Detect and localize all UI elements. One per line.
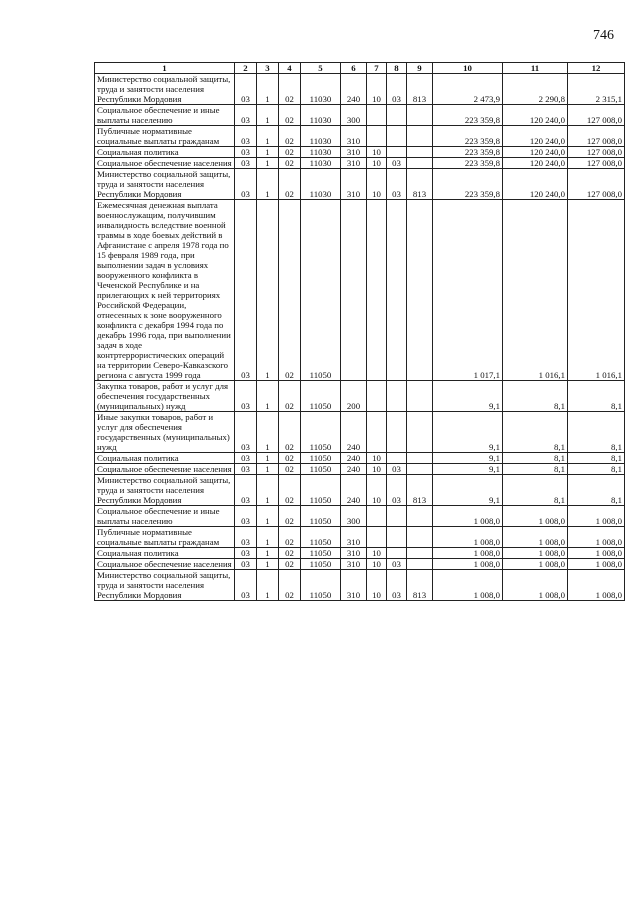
code-cell: 813 bbox=[407, 570, 433, 601]
header-cell: 11 bbox=[503, 63, 568, 74]
code-cell bbox=[367, 105, 387, 126]
amount-cell: 1 008,0 bbox=[503, 548, 568, 559]
table-row bbox=[95, 126, 625, 147]
row-label: Публичные нормативные социальные выплаты гражданам bbox=[95, 527, 235, 548]
row-label: Министерство социальной защиты, труда и занятости населения Республики Мордовия bbox=[95, 475, 235, 506]
code-cell bbox=[387, 126, 407, 147]
code-cell: 11050 bbox=[301, 475, 341, 506]
code-cell: 02 bbox=[279, 381, 301, 412]
code-cell: 03 bbox=[235, 105, 257, 126]
code-cell: 03 bbox=[235, 570, 257, 601]
header-cell: 7 bbox=[367, 63, 387, 74]
code-cell: 310 bbox=[341, 548, 367, 559]
table-row bbox=[95, 147, 625, 158]
code-cell: 300 bbox=[341, 105, 367, 126]
code-cell: 200 bbox=[341, 381, 367, 412]
header-cell: 10 bbox=[433, 63, 503, 74]
code-cell: 11030 bbox=[301, 158, 341, 169]
code-cell: 310 bbox=[341, 527, 367, 548]
code-cell: 1 bbox=[257, 169, 279, 200]
page-number: 746 bbox=[593, 28, 614, 43]
code-cell bbox=[407, 381, 433, 412]
code-cell: 310 bbox=[341, 570, 367, 601]
amount-cell: 8,1 bbox=[503, 475, 568, 506]
code-cell: 1 bbox=[257, 381, 279, 412]
code-cell bbox=[367, 126, 387, 147]
code-cell bbox=[387, 412, 407, 453]
row-label: Министерство социальной защиты, труда и занятости населения Республики Мордовия bbox=[95, 169, 235, 200]
code-cell bbox=[407, 559, 433, 570]
row-label: Закупка товаров, работ и услуг для обеспечения государственных (муниципальных) нужд bbox=[95, 381, 235, 412]
amount-cell: 120 240,0 bbox=[503, 169, 568, 200]
amount-cell: 1 008,0 bbox=[433, 548, 503, 559]
table-row bbox=[95, 559, 625, 570]
table-row bbox=[95, 158, 625, 169]
code-cell: 1 bbox=[257, 200, 279, 381]
code-cell bbox=[407, 548, 433, 559]
code-cell: 10 bbox=[367, 570, 387, 601]
table-body bbox=[95, 74, 625, 601]
header-cell: 4 bbox=[279, 63, 301, 74]
code-cell: 11050 bbox=[301, 200, 341, 381]
code-cell: 10 bbox=[367, 548, 387, 559]
header-cell: 1 bbox=[95, 63, 235, 74]
code-cell: 11050 bbox=[301, 381, 341, 412]
code-cell bbox=[407, 200, 433, 381]
amount-cell: 1 008,0 bbox=[503, 506, 568, 527]
code-cell: 11030 bbox=[301, 126, 341, 147]
amount-cell: 8,1 bbox=[568, 475, 625, 506]
row-label: Социальное обеспечение населения bbox=[95, 464, 235, 475]
budget-table bbox=[94, 62, 625, 601]
amount-cell: 2 315,1 bbox=[568, 74, 625, 105]
code-cell: 03 bbox=[235, 381, 257, 412]
code-cell bbox=[407, 464, 433, 475]
code-cell bbox=[407, 105, 433, 126]
code-cell: 1 bbox=[257, 147, 279, 158]
code-cell: 11030 bbox=[301, 74, 341, 105]
code-cell: 10 bbox=[367, 559, 387, 570]
code-cell: 02 bbox=[279, 475, 301, 506]
code-cell bbox=[367, 412, 387, 453]
amount-cell: 8,1 bbox=[568, 381, 625, 412]
amount-cell: 1 008,0 bbox=[568, 559, 625, 570]
code-cell bbox=[407, 527, 433, 548]
header-cell: 9 bbox=[407, 63, 433, 74]
code-cell bbox=[387, 506, 407, 527]
code-cell: 02 bbox=[279, 200, 301, 381]
amount-cell: 223 359,8 bbox=[433, 105, 503, 126]
amount-cell: 127 008,0 bbox=[568, 158, 625, 169]
table-row bbox=[95, 105, 625, 126]
code-cell bbox=[367, 527, 387, 548]
table-row bbox=[95, 464, 625, 475]
code-cell: 1 bbox=[257, 559, 279, 570]
code-cell: 813 bbox=[407, 169, 433, 200]
code-cell: 02 bbox=[279, 126, 301, 147]
code-cell: 310 bbox=[341, 169, 367, 200]
code-cell: 02 bbox=[279, 147, 301, 158]
amount-cell: 8,1 bbox=[503, 412, 568, 453]
code-cell: 1 bbox=[257, 74, 279, 105]
code-cell: 310 bbox=[341, 147, 367, 158]
code-cell: 10 bbox=[367, 147, 387, 158]
code-cell bbox=[407, 506, 433, 527]
amount-cell: 1 008,0 bbox=[433, 570, 503, 601]
code-cell: 310 bbox=[341, 126, 367, 147]
header-cell: 6 bbox=[341, 63, 367, 74]
amount-cell: 1 008,0 bbox=[503, 570, 568, 601]
code-cell bbox=[407, 158, 433, 169]
header-cell: 5 bbox=[301, 63, 341, 74]
code-cell: 11050 bbox=[301, 453, 341, 464]
code-cell bbox=[387, 453, 407, 464]
row-label: Ежемесячная денежная выплата военнослужащим, получившим инвалидность вследствие военной травмы в ходе боевых действий в Афганистане с апреля 1978 года по 15 февраля 1989 года, при выполнении задач в условиях вооруженного конфликта в Чеченской Республике и на прилегающих к ней территориях Российской Федерации, отнесенных к зоне вооруженного конфликта с декабря 1994 года по декабрь 1996 года, при выполнении задач в ходе контртеррористических операций на территории Северо-Кавказского региона с августа 1999 года bbox=[95, 200, 235, 381]
amount-cell: 8,1 bbox=[568, 412, 625, 453]
amount-cell: 1 008,0 bbox=[568, 548, 625, 559]
table-row bbox=[95, 527, 625, 548]
code-cell: 03 bbox=[235, 559, 257, 570]
code-cell: 11050 bbox=[301, 506, 341, 527]
amount-cell: 8,1 bbox=[568, 453, 625, 464]
code-cell: 1 bbox=[257, 506, 279, 527]
code-cell: 03 bbox=[235, 464, 257, 475]
code-cell: 03 bbox=[387, 475, 407, 506]
code-cell: 02 bbox=[279, 570, 301, 601]
header-cell: 8 bbox=[387, 63, 407, 74]
amount-cell: 120 240,0 bbox=[503, 126, 568, 147]
code-cell bbox=[341, 200, 367, 381]
table-row bbox=[95, 169, 625, 200]
code-cell: 03 bbox=[235, 147, 257, 158]
table-row bbox=[95, 548, 625, 559]
table-row bbox=[95, 570, 625, 601]
amount-cell: 9,1 bbox=[433, 453, 503, 464]
amount-cell: 1 008,0 bbox=[503, 559, 568, 570]
code-cell: 1 bbox=[257, 548, 279, 559]
code-cell: 1 bbox=[257, 527, 279, 548]
row-label: Социальное обеспечение населения bbox=[95, 158, 235, 169]
code-cell: 03 bbox=[235, 126, 257, 147]
code-cell: 11030 bbox=[301, 105, 341, 126]
code-cell: 03 bbox=[387, 74, 407, 105]
row-label: Иные закупки товаров, работ и услуг для обеспечения государственных (муниципальных) нужд bbox=[95, 412, 235, 453]
code-cell: 11030 bbox=[301, 147, 341, 158]
amount-cell: 8,1 bbox=[503, 381, 568, 412]
amount-cell: 223 359,8 bbox=[433, 169, 503, 200]
table-row bbox=[95, 506, 625, 527]
code-cell: 02 bbox=[279, 559, 301, 570]
code-cell bbox=[367, 381, 387, 412]
code-cell: 03 bbox=[235, 74, 257, 105]
code-cell: 03 bbox=[387, 464, 407, 475]
code-cell: 240 bbox=[341, 475, 367, 506]
code-cell bbox=[387, 381, 407, 412]
amount-cell: 223 359,8 bbox=[433, 147, 503, 158]
table-row bbox=[95, 475, 625, 506]
code-cell: 03 bbox=[235, 548, 257, 559]
code-cell: 10 bbox=[367, 475, 387, 506]
code-cell bbox=[387, 105, 407, 126]
code-cell: 310 bbox=[341, 559, 367, 570]
code-cell bbox=[407, 412, 433, 453]
amount-cell: 8,1 bbox=[503, 453, 568, 464]
code-cell: 1 bbox=[257, 453, 279, 464]
code-cell: 02 bbox=[279, 74, 301, 105]
table-row bbox=[95, 200, 625, 381]
code-cell: 03 bbox=[235, 506, 257, 527]
amount-cell: 127 008,0 bbox=[568, 105, 625, 126]
amount-cell: 1 008,0 bbox=[433, 527, 503, 548]
code-cell: 03 bbox=[235, 475, 257, 506]
amount-cell: 127 008,0 bbox=[568, 147, 625, 158]
header-row bbox=[95, 63, 625, 74]
code-cell bbox=[387, 548, 407, 559]
code-cell: 11050 bbox=[301, 559, 341, 570]
code-cell: 1 bbox=[257, 464, 279, 475]
code-cell: 02 bbox=[279, 158, 301, 169]
header-cell: 2 bbox=[235, 63, 257, 74]
code-cell: 11050 bbox=[301, 527, 341, 548]
code-cell: 03 bbox=[387, 570, 407, 601]
code-cell: 02 bbox=[279, 412, 301, 453]
code-cell: 02 bbox=[279, 527, 301, 548]
code-cell: 10 bbox=[367, 74, 387, 105]
code-cell: 03 bbox=[235, 200, 257, 381]
code-cell: 10 bbox=[367, 158, 387, 169]
amount-cell: 8,1 bbox=[503, 464, 568, 475]
code-cell: 02 bbox=[279, 464, 301, 475]
code-cell: 11050 bbox=[301, 412, 341, 453]
code-cell bbox=[387, 527, 407, 548]
header-cell: 3 bbox=[257, 63, 279, 74]
amount-cell: 120 240,0 bbox=[503, 158, 568, 169]
code-cell: 240 bbox=[341, 464, 367, 475]
code-cell: 03 bbox=[387, 559, 407, 570]
code-cell: 11030 bbox=[301, 169, 341, 200]
code-cell: 813 bbox=[407, 475, 433, 506]
amount-cell: 9,1 bbox=[433, 464, 503, 475]
row-label: Социальная политика bbox=[95, 548, 235, 559]
amount-cell: 1 016,1 bbox=[503, 200, 568, 381]
code-cell bbox=[407, 453, 433, 464]
amount-cell: 1 008,0 bbox=[503, 527, 568, 548]
code-cell: 10 bbox=[367, 464, 387, 475]
code-cell: 03 bbox=[235, 169, 257, 200]
amount-cell: 1 008,0 bbox=[568, 506, 625, 527]
amount-cell: 8,1 bbox=[568, 464, 625, 475]
amount-cell: 9,1 bbox=[433, 381, 503, 412]
code-cell: 10 bbox=[367, 169, 387, 200]
table-row bbox=[95, 453, 625, 464]
amount-cell: 1 008,0 bbox=[568, 570, 625, 601]
code-cell: 10 bbox=[367, 453, 387, 464]
header-cell: 12 bbox=[568, 63, 625, 74]
code-cell: 03 bbox=[387, 158, 407, 169]
amount-cell: 1 008,0 bbox=[433, 559, 503, 570]
code-cell: 240 bbox=[341, 412, 367, 453]
code-cell bbox=[367, 200, 387, 381]
code-cell: 1 bbox=[257, 475, 279, 506]
row-label: Социальное обеспечение и иные выплаты населению bbox=[95, 105, 235, 126]
code-cell: 813 bbox=[407, 74, 433, 105]
code-cell bbox=[407, 147, 433, 158]
code-cell: 1 bbox=[257, 570, 279, 601]
code-cell: 1 bbox=[257, 105, 279, 126]
row-label: Министерство социальной защиты, труда и занятости населения Республики Мордовия bbox=[95, 570, 235, 601]
code-cell: 03 bbox=[387, 169, 407, 200]
code-cell: 11050 bbox=[301, 464, 341, 475]
code-cell: 1 bbox=[257, 158, 279, 169]
code-cell: 11050 bbox=[301, 570, 341, 601]
code-cell: 03 bbox=[235, 158, 257, 169]
row-label: Министерство социальной защиты, труда и занятости населения Республики Мордовия bbox=[95, 74, 235, 105]
amount-cell: 223 359,8 bbox=[433, 158, 503, 169]
code-cell: 02 bbox=[279, 548, 301, 559]
code-cell bbox=[407, 126, 433, 147]
amount-cell: 2 290,8 bbox=[503, 74, 568, 105]
table-row bbox=[95, 412, 625, 453]
amount-cell: 223 359,8 bbox=[433, 126, 503, 147]
code-cell: 03 bbox=[235, 453, 257, 464]
code-cell: 03 bbox=[235, 527, 257, 548]
row-label: Социальная политика bbox=[95, 453, 235, 464]
row-label: Социальная политика bbox=[95, 147, 235, 158]
code-cell: 02 bbox=[279, 169, 301, 200]
amount-cell: 1 008,0 bbox=[568, 527, 625, 548]
amount-cell: 127 008,0 bbox=[568, 126, 625, 147]
amount-cell: 127 008,0 bbox=[568, 169, 625, 200]
row-label: Социальное обеспечение населения bbox=[95, 559, 235, 570]
code-cell: 240 bbox=[341, 74, 367, 105]
code-cell bbox=[387, 200, 407, 381]
row-label: Публичные нормативные социальные выплаты гражданам bbox=[95, 126, 235, 147]
amount-cell: 1 008,0 bbox=[433, 506, 503, 527]
code-cell: 1 bbox=[257, 412, 279, 453]
amount-cell: 1 016,1 bbox=[568, 200, 625, 381]
amount-cell: 2 473,9 bbox=[433, 74, 503, 105]
amount-cell: 9,1 bbox=[433, 475, 503, 506]
code-cell: 300 bbox=[341, 506, 367, 527]
amount-cell: 1 017,1 bbox=[433, 200, 503, 381]
code-cell: 02 bbox=[279, 506, 301, 527]
amount-cell: 120 240,0 bbox=[503, 105, 568, 126]
code-cell: 03 bbox=[235, 412, 257, 453]
table-row bbox=[95, 381, 625, 412]
code-cell bbox=[367, 506, 387, 527]
code-cell: 310 bbox=[341, 158, 367, 169]
code-cell: 11050 bbox=[301, 548, 341, 559]
code-cell: 1 bbox=[257, 126, 279, 147]
code-cell: 02 bbox=[279, 105, 301, 126]
code-cell: 02 bbox=[279, 453, 301, 464]
code-cell: 240 bbox=[341, 453, 367, 464]
code-cell bbox=[387, 147, 407, 158]
amount-cell: 9,1 bbox=[433, 412, 503, 453]
table-row bbox=[95, 74, 625, 105]
amount-cell: 120 240,0 bbox=[503, 147, 568, 158]
row-label: Социальное обеспечение и иные выплаты населению bbox=[95, 506, 235, 527]
